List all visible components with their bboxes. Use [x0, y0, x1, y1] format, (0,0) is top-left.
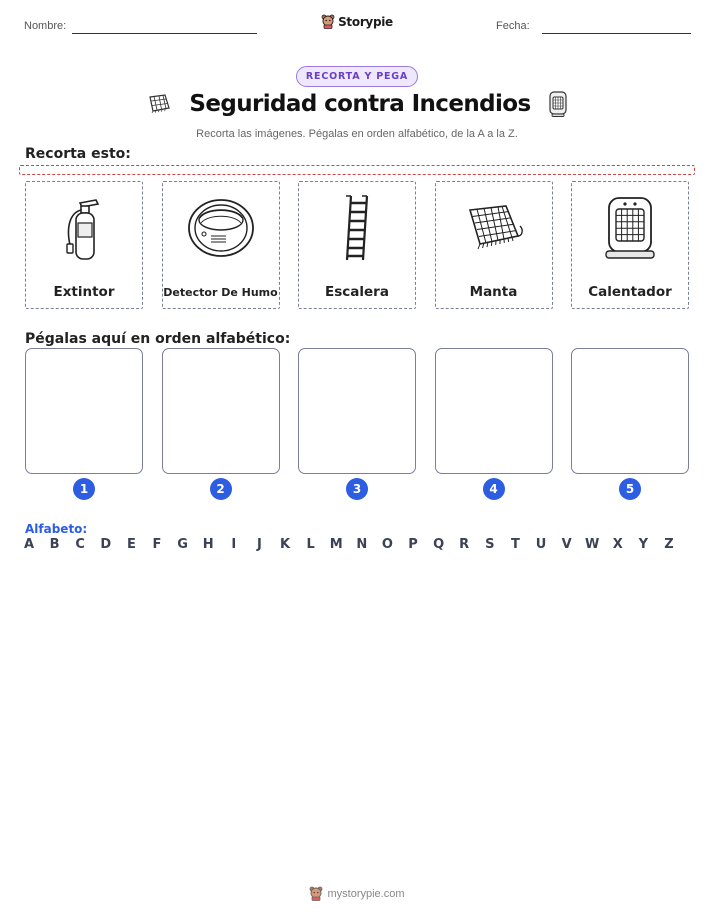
name-label: Nombre: [24, 20, 67, 32]
card-label: Escalera [325, 284, 389, 300]
card-label: Detector De Humo [163, 286, 278, 299]
activity-badge: RECORTA Y PEGA [296, 66, 418, 87]
slot-number-5: 5 [619, 478, 641, 500]
page-title: Seguridad contra Incendios [189, 91, 531, 117]
brand-logo [0, 14, 714, 29]
alphabet-letter: H [202, 537, 214, 552]
alphabet-row [25, 537, 689, 555]
footer [0, 886, 714, 901]
card-extintor[interactable] [25, 181, 143, 309]
footer-url: mystorypie.com [327, 887, 405, 900]
alphabet-letter: B [49, 537, 60, 552]
slot-number-3: 3 [346, 478, 368, 500]
cut-section-label: Recorta esto: [25, 146, 131, 162]
alphabet-letter: V [561, 537, 572, 552]
cut-cards [25, 181, 689, 309]
storypie-mascot-icon [309, 886, 323, 901]
card-label: Calentador [588, 284, 672, 300]
alphabet-letter: J [256, 537, 262, 552]
paste-slot-1[interactable] [25, 348, 143, 474]
alphabet-letter: Q [433, 537, 445, 552]
card-label: Manta [469, 284, 518, 300]
heater-icon [547, 90, 569, 118]
storypie-mascot-icon [321, 14, 335, 29]
card-label: Extintor [53, 284, 115, 300]
alphabet-letter: L [306, 537, 315, 552]
alphabet-letter: P [408, 537, 418, 552]
alphabet-letter: T [510, 537, 520, 552]
paste-slot-2[interactable] [162, 348, 280, 474]
alphabet-letter: R [459, 537, 470, 552]
alphabet-letter: U [535, 537, 547, 552]
alphabet-letter: M [329, 537, 343, 552]
instructions: Recorta las imágenes. Pégalas en orden alfabético, de la A a la Z. [196, 128, 518, 140]
alphabet-letter: W [585, 537, 600, 552]
slot-number-2: 2 [210, 478, 232, 500]
alphabet-letter: D [100, 537, 112, 552]
alphabet-letter: G [177, 537, 188, 552]
alphabet-letter: O [381, 537, 393, 552]
paste-slots [25, 348, 689, 500]
card-calentador[interactable] [571, 181, 689, 309]
name-write-line[interactable] [72, 33, 257, 34]
paste-slot-4[interactable] [435, 348, 553, 474]
heater-icon [602, 195, 658, 261]
card-escalera[interactable] [298, 181, 416, 309]
alphabet-letter: Y [638, 537, 649, 552]
alphabet-letter: K [279, 537, 291, 552]
date-write-line[interactable] [542, 33, 691, 34]
slot-number-4: 4 [483, 478, 505, 500]
card-manta[interactable] [435, 181, 553, 309]
fire-extinguisher-icon [62, 193, 106, 263]
ladder-icon [337, 193, 377, 263]
alphabet-title: Alfabeto: [25, 522, 88, 536]
card-detector-de-humo[interactable] [162, 181, 280, 309]
alphabet-letter: S [485, 537, 495, 552]
brand-name: Storypie [338, 14, 393, 29]
alphabet-letter: A [23, 537, 35, 552]
alphabet-letter: I [231, 537, 237, 552]
alphabet-letter: F [152, 537, 162, 552]
slot-number-1: 1 [73, 478, 95, 500]
blanket-icon [462, 200, 526, 256]
paste-section-label: Pégalas aquí en orden alfabético: [25, 331, 291, 347]
blanket-icon [145, 93, 173, 115]
date-label: Fecha: [496, 20, 530, 32]
alphabet-letter: N [356, 537, 368, 552]
cut-line [19, 165, 695, 175]
alphabet-letter: X [612, 537, 623, 552]
alphabet-letter: E [126, 537, 136, 552]
alphabet-letter: Z [664, 537, 674, 552]
smoke-detector-icon [186, 196, 256, 260]
alphabet-letter: C [75, 537, 85, 552]
paste-slot-5[interactable] [571, 348, 689, 474]
paste-slot-3[interactable] [298, 348, 416, 474]
